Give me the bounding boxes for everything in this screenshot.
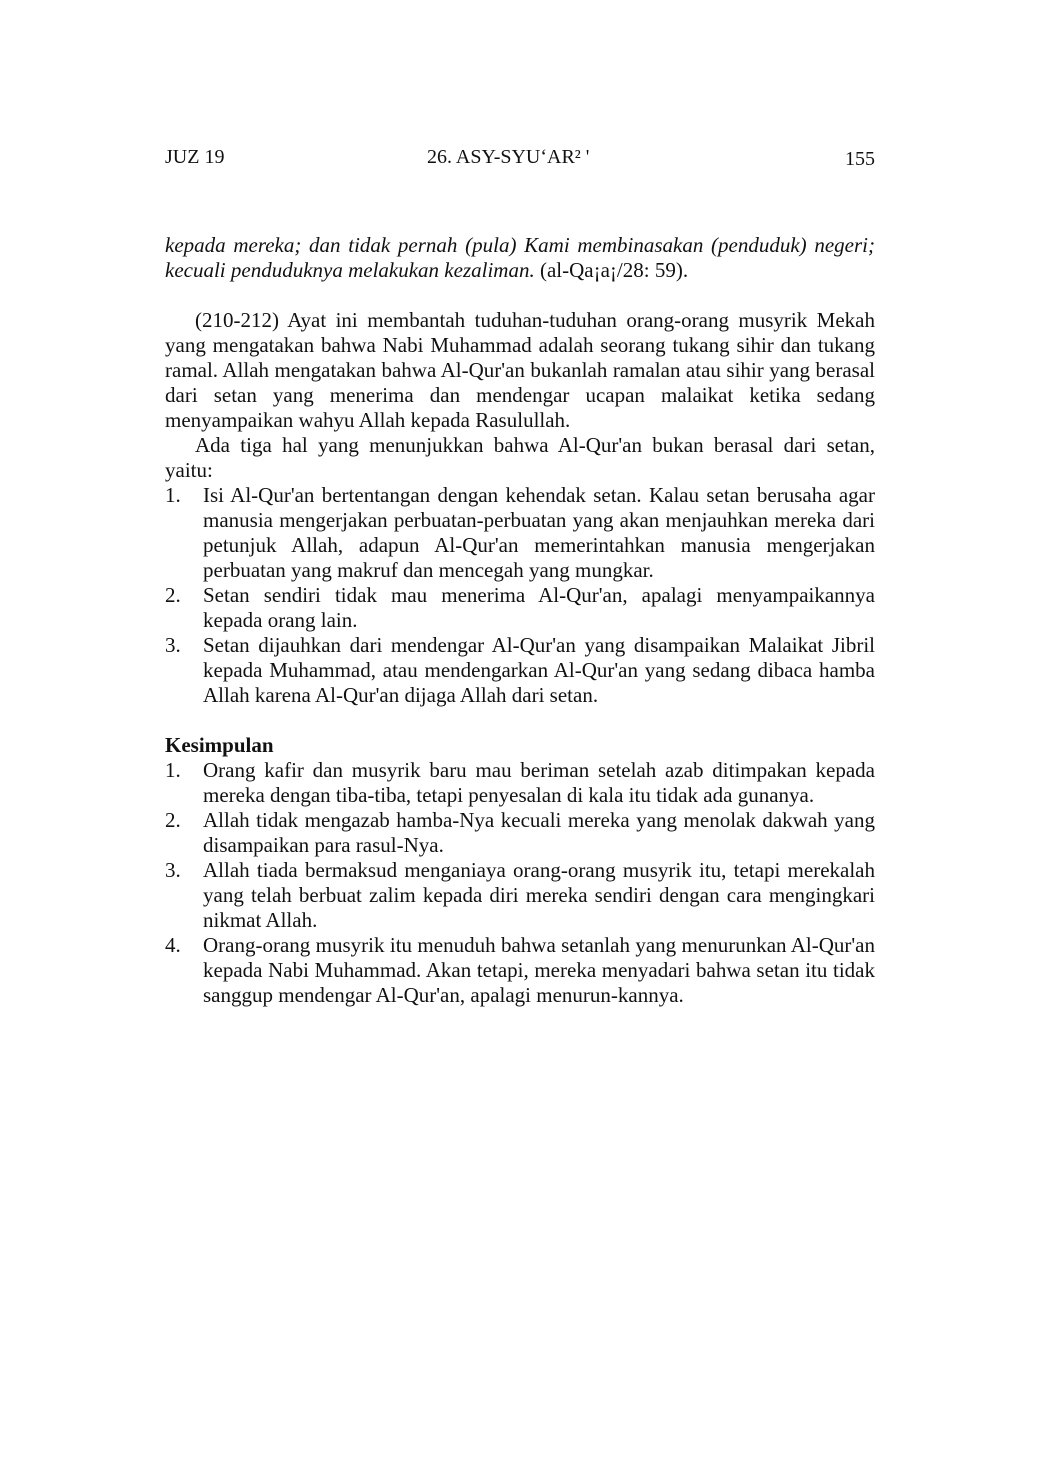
- list-item: [165, 583, 875, 633]
- list-item: [165, 633, 875, 708]
- item-text: Orang kafir dan musyrik baru mau beriman setelah azab ditimpakan kepada mereka dengan tiba-tiba, tetapi penyesalan di kala itu tidak ada gunanya.: [203, 758, 875, 807]
- page-number: 155: [845, 148, 875, 170]
- running-header: [165, 146, 875, 174]
- list-item: [165, 758, 875, 808]
- juz-label: JUZ 19: [165, 146, 225, 168]
- conclusion-heading: Kesimpulan: [165, 733, 274, 757]
- list-item: [165, 858, 875, 933]
- item-number: 4.: [165, 933, 181, 957]
- item-number: 3.: [165, 633, 181, 657]
- list-item: [165, 808, 875, 858]
- item-number: 3.: [165, 858, 181, 882]
- intro-paragraph: Ada tiga hal yang menunjukkan bahwa Al-Qur'an bukan berasal dari setan, yaitu:: [165, 433, 875, 482]
- page-body: [165, 233, 875, 1008]
- item-text: Setan dijauhkan dari mendengar Al-Qur'an yang disampaikan Malaikat Jibril kepada Muhammad, atau mendengarkan Al-Qur'an yang sedang dibaca hamba Allah karena Al-Qur'an dijaga Allah dari setan.: [203, 633, 875, 707]
- list-item: [165, 933, 875, 1008]
- conclusion-list: [165, 758, 875, 1008]
- item-number: 2.: [165, 808, 181, 832]
- quote-text: kepada mereka; dan tidak pernah (pula) Kami membinasakan (penduduk) negeri; kecuali penduduknya melakukan kezaliman.: [165, 233, 875, 282]
- item-text: Setan sendiri tidak mau menerima Al-Qur'an, apalagi menyampaikannya kepada orang lain.: [203, 583, 875, 632]
- item-text: Isi Al-Qur'an bertentangan dengan kehendak setan. Kalau setan berusaha agar manusia mengerjakan perbuatan-perbuatan yang akan menjauhkan mereka dari petunjuk Allah, adapun Al-Qur'an memerintahkan manusia mengerjakan perbuatan yang makruf dan mencegah yang mungkar.: [203, 483, 875, 582]
- item-text: Allah tiada bermaksud menganiaya orang-orang musyrik itu, tetapi merekalah yang telah berbuat zalim kepada diri mereka sendiri dengan cara mengingkari nikmat Allah.: [203, 858, 875, 932]
- item-text: Orang-orang musyrik itu menuduh bahwa setanlah yang menurunkan Al-Qur'an kepada Nabi Muhammad. Akan tetapi, mereka menyadari bahwa setan itu tidak sanggup mendengar Al-Qur'an, apalagi menurun-kannya.: [203, 933, 875, 1007]
- quran-quote: [165, 233, 875, 283]
- item-number: 2.: [165, 583, 181, 607]
- item-number: 1.: [165, 483, 181, 507]
- evidence-list: [165, 483, 875, 708]
- item-number: 1.: [165, 758, 181, 782]
- surah-title: 26. ASY-SYU‘AR² ': [427, 146, 590, 168]
- item-text: Allah tidak mengazab hamba-Nya kecuali mereka yang menolak dakwah yang disampaikan para rasul-Nya.: [203, 808, 875, 857]
- quote-reference: (al-Qa¡a¡/28: 59).: [534, 258, 689, 282]
- list-item: [165, 483, 875, 583]
- commentary-paragraph: (210-212) Ayat ini membantah tuduhan-tuduhan orang-orang musyrik Mekah yang mengatakan bahwa Nabi Muhammad adalah seorang tukang sihir dan tukang ramal. Allah mengatakan bahwa Al-Qur'an bukanlah ramalan atau sihir yang berasal dari setan yang menerima dan mendengar ucapan malaikat ketika sedang menyampaikan wahyu Allah kepada Rasulullah.: [165, 308, 875, 432]
